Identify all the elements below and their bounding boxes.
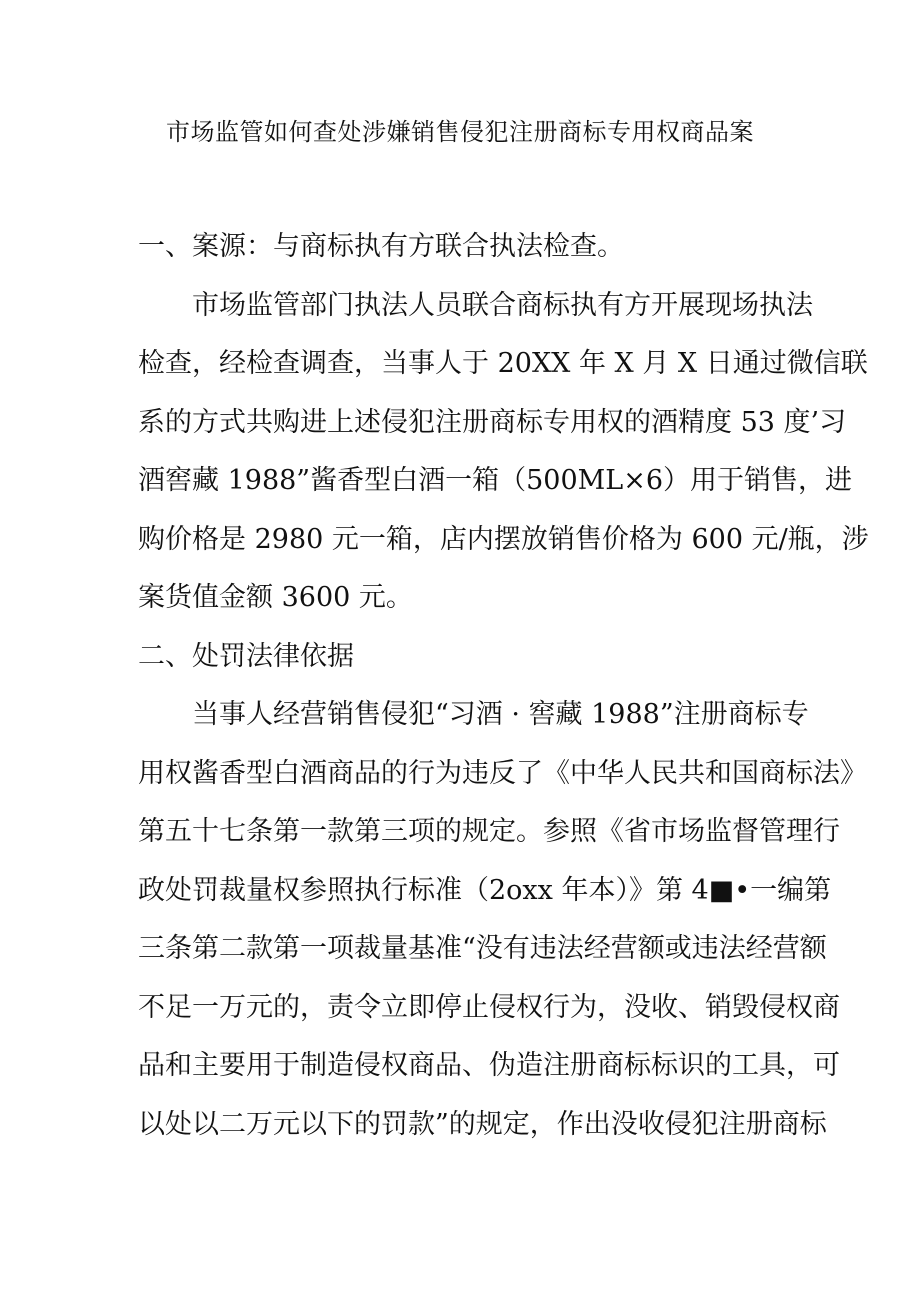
paragraph-line: 用权酱香型白酒商品的行为违反了《中华人民共和国商标法》 [138,757,867,789]
paragraph-line: 政处罚裁量权参照执行标准（2oxx 年本）》第 4■•一编第 [138,874,832,906]
section-heading-legal-basis: 二、处罚法律依据 [138,640,354,672]
paragraph-line: 以处以二万元以下的罚款”的规定，作出没收侵犯注册商标 [138,1108,827,1140]
paragraph-line: 三条第二款第一项裁量基准“没有违法经营额或违法经营额 [138,933,827,964]
paragraph-case-source [138,277,869,628]
paragraph-line: 酒窖藏 1988”酱香型白酒一箱（500ML×6）用于销售，进 [138,465,853,496]
paragraph-line: 当事人经营销售侵犯“习酒 · 窖藏 1988”注册商标专 [192,699,809,730]
paragraph-line: 案货值金额 3600 元。 [138,582,413,613]
paragraph-line: 系的方式共购进上述侵犯注册商标专用权的酒精度 53 度’习 [138,406,847,438]
document-body [138,218,869,1154]
paragraph-line: 品和主要用于制造侵权商品、伪造注册商标标识的工具，可 [138,1050,840,1081]
paragraph-line: 市场监管部门执法人员联合商标执有方开展现场执法 [192,289,813,321]
paragraph-line: 购价格是 2980 元一箱，店内摆放销售价格为 600 元/瓶，涉 [138,523,869,555]
paragraph-legal-basis [138,686,867,1154]
paragraph-line: 检查，经检查调查，当事人于 20XX 年 X 月 X 日通过微信联 [138,348,868,379]
document-title: 市场监管如何查处涉嫌销售侵犯注册商标专用权商品案 [166,118,754,146]
paragraph-line: 第五十七条第一款第三项的规定。参照《省市场监督管理行 [138,816,840,847]
section-heading-case-source: 一、案源：与商标执有方联合执法检查。 [138,231,624,262]
paragraph-line: 不足一万元的，责令立即停止侵权行为，没收、销毁侵权商 [138,991,840,1023]
